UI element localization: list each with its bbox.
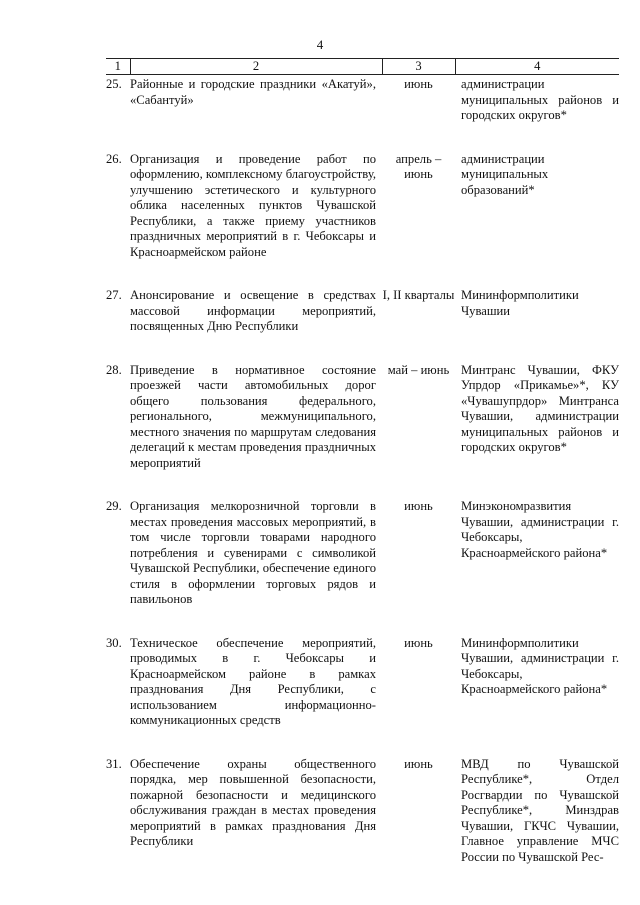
row-activity: Организация мелкорозничной торговли в местах проведения массовых мероприятий, в том числе торговли товарами народного потребления и сувенирами с символикой Чувашской Республики, обеспечение единого стиля в оформлении торговых рядов и павильонов [130, 499, 376, 606]
table-row [106, 288, 619, 363]
row-activity: Приведение в нормативное состояние проезжей части автомобильных дорог общего пользования федерального, регионального, межмуниципального, местного значения по маршрутам следования делегаций к местам проведения праздничных мероприятий [130, 362, 376, 470]
row-number: 31. [106, 756, 122, 771]
table-row [106, 363, 619, 500]
row-executor: Минэкономразвития Чувашии, администрации г. Чебоксары, Красноармейского района* [461, 499, 619, 560]
row-period: июнь [404, 77, 433, 91]
header-col-4: 4 [455, 59, 619, 75]
header-col-1: 1 [106, 59, 130, 75]
table-row [106, 152, 619, 289]
row-activity: Техническое обеспечение мероприятий, проводимых в г. Чебоксары и Красноармейском районе в рамках празднования Дня Республики, с использованием информационно-коммуникационных средств [130, 635, 376, 727]
row-activity: Анонсирование и освещение в средствах массовой информации мероприятий, посвященных Дню Республики [130, 288, 376, 333]
row-period: июнь [404, 499, 433, 513]
table-row [106, 757, 619, 866]
page-number: 4 [316, 37, 324, 52]
header-col-3: 3 [382, 59, 455, 75]
table-row [106, 636, 619, 757]
row-executor: Мининформполитики Чувашии, администрации г. Чебоксары, Красноармейского района* [461, 635, 619, 696]
row-activity: Районные и городские праздники «Акатуй», «Сабантуй» [130, 77, 376, 107]
row-number: 30. [106, 635, 122, 650]
row-period: апрель – июнь [395, 151, 442, 181]
row-number: 25. [106, 77, 122, 91]
row-number: 26. [106, 151, 122, 166]
row-number: 28. [106, 362, 122, 377]
row-executor: Минтранс Чувашии, ФКУ Упрдор «Прикамье»*, КУ «Чувашупрдор» Минтранса Чувашии, администрации муниципальных районов и городских округов* [461, 362, 619, 454]
table-header-row [106, 59, 619, 75]
table-row [106, 75, 619, 152]
row-period: июнь [404, 635, 433, 650]
row-period: май – июнь [387, 362, 450, 377]
row-executor: администрации муниципальных районов и городских округов* [461, 77, 619, 122]
events-plan-table [106, 58, 619, 865]
row-period: июнь [404, 756, 433, 771]
row-executor: МВД по Чувашской Республике*, Отдел Росгвардии по Чувашской Республике*, Минздрав Чувашии, ГКЧС Чувашии, Главное управление МЧС России по Чувашской Рес- [461, 756, 619, 864]
row-number: 29. [106, 499, 122, 513]
row-activity: Обеспечение охраны общественного порядка, мер повышенной безопасности, пожарной безопасности и медицинского обслуживания граждан в местах проведения мероприятий в рамках празднования Дня Республики [130, 756, 376, 848]
row-period: I, II кварталы [382, 288, 455, 302]
row-activity: Организация и проведение работ по оформлению, комплексному благоустройству, улучшению эстетического и культурного облика населенных пунктов Чувашской Республики, а также приему участников праздничных мероприятий в г. Чебоксары и Красноармейском районе [130, 151, 376, 259]
row-executor: администрации муниципальных образований* [461, 151, 549, 197]
row-executor: Мининформполитики Чувашии [461, 288, 579, 318]
header-col-2: 2 [130, 59, 382, 75]
row-number: 27. [106, 288, 122, 302]
table-row [106, 499, 619, 636]
